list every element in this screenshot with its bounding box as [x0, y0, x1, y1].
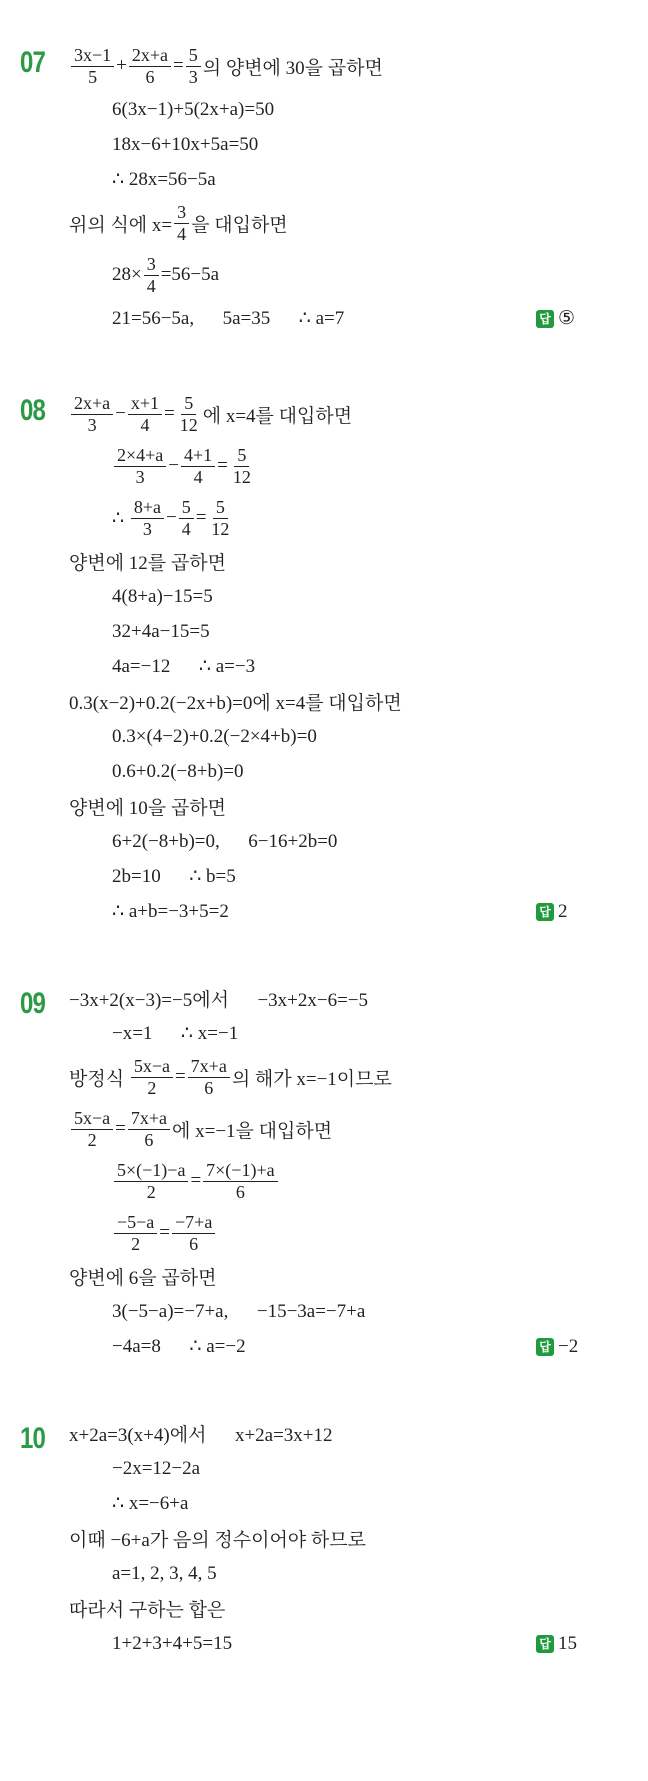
- answer-badge-icon: 답: [536, 1338, 554, 1356]
- fraction-denominator: 2: [87, 1129, 97, 1150]
- fraction-numerator: 2x+a: [129, 45, 171, 67]
- problem-number: 09: [20, 987, 46, 1020]
- math-text: 6(3x−1)+5(2x+a)=50: [112, 98, 275, 120]
- solution-line: [0, 1556, 648, 1591]
- math-text: x+2a=3(x+4)에서 x+2a=3x+12: [69, 1425, 333, 1446]
- math-text: 1+2+3+4+5=15: [112, 1632, 233, 1654]
- answer-mark: [536, 1633, 577, 1655]
- fraction-denominator: 4: [181, 518, 191, 539]
- math-text: 18x−6+10x+5a=50: [112, 133, 259, 155]
- solution-line: [0, 127, 648, 162]
- fraction: [172, 1212, 215, 1255]
- fraction-numerator: 3: [174, 202, 189, 224]
- solution-line: [0, 754, 648, 789]
- math-text: −: [165, 507, 177, 528]
- fraction: [114, 1160, 188, 1203]
- math-text: =: [159, 1222, 171, 1243]
- problem-number: 07: [20, 46, 46, 79]
- math-text: −x=1 ∴ x=−1: [112, 1023, 239, 1044]
- fraction-numerator: 7×(−1)+a: [203, 1160, 277, 1182]
- fraction-denominator: 6: [145, 66, 155, 87]
- fraction-numerator: 5: [234, 445, 249, 467]
- fraction-numerator: 3x−1: [71, 45, 114, 67]
- math-text: 0.3×(4−2)+0.2(−2×4+b)=0: [112, 725, 317, 747]
- math-text: ∴ 28x=56−5a: [112, 169, 216, 190]
- solution-line: [0, 249, 648, 301]
- solution-line: [0, 894, 648, 929]
- math-text: 28×: [112, 264, 142, 285]
- solution-line: [0, 859, 648, 894]
- fraction-numerator: 2×4+a: [114, 445, 166, 467]
- problem-08: [0, 388, 648, 929]
- solution-line: [0, 1294, 648, 1329]
- solution-line: [0, 40, 648, 92]
- solution-line: [0, 1051, 648, 1103]
- fraction-denominator: 4: [140, 414, 150, 435]
- fraction-denominator: 3: [135, 466, 145, 487]
- math-text: 2b=10 ∴ b=5: [112, 866, 236, 887]
- solution-line: [0, 1486, 648, 1521]
- math-text: 이때 −6+a가 음의 정수이어야 하므로: [69, 1530, 366, 1551]
- math-text: 32+4a−15=5: [112, 620, 210, 642]
- solution-line: [0, 1329, 648, 1364]
- fraction-numerator: 5x−a: [71, 1108, 113, 1130]
- fraction: [174, 202, 189, 245]
- solution-line: [0, 649, 648, 684]
- answer-badge-icon: 답: [536, 310, 554, 328]
- math-text: =: [190, 1170, 202, 1191]
- math-text: 양변에 6을 곱하면: [69, 1268, 217, 1289]
- fraction: [114, 1212, 157, 1255]
- solution-line: [0, 789, 648, 824]
- solution-line: [0, 719, 648, 754]
- fraction: [181, 445, 215, 488]
- fraction-numerator: −7+a: [172, 1212, 215, 1234]
- fraction-denominator: 6: [144, 1129, 154, 1150]
- fraction-numerator: x+1: [128, 393, 162, 415]
- answer-value: ⑤: [558, 308, 576, 329]
- math-text: =56−5a: [160, 264, 220, 285]
- math-text: a=1, 2, 3, 4, 5: [112, 1562, 217, 1584]
- math-text: 을 대입하면: [191, 214, 288, 236]
- math-text: −3x+2(x−3)=−5에서 −3x+2x−6=−5: [69, 990, 369, 1011]
- math-text: −: [115, 403, 126, 424]
- solution-line: [0, 388, 648, 440]
- math-text: 6+2(−8+b)=0, 6−16+2b=0: [112, 830, 338, 852]
- math-text: 의 해가 x=−1이므로: [231, 1068, 392, 1090]
- answer-mark: [536, 1336, 578, 1358]
- math-text: −4a=8 ∴ a=−2: [112, 1336, 246, 1357]
- fraction-denominator: 5: [88, 66, 98, 87]
- math-text: 에 x=−1을 대입하면: [172, 1120, 333, 1142]
- fraction-numerator: −5−a: [114, 1212, 157, 1234]
- math-text: 3(−5−a)=−7+a, −15−3a=−7+a: [112, 1300, 366, 1322]
- fraction-denominator: 3: [142, 518, 152, 539]
- fraction-denominator: 2: [146, 1181, 156, 1202]
- problem-number: 08: [20, 394, 46, 427]
- math-text: 양변에 12를 곱하면: [69, 553, 226, 574]
- fraction: [177, 393, 201, 436]
- fraction-denominator: 6: [235, 1181, 245, 1202]
- fraction-numerator: 7x+a: [188, 1056, 230, 1078]
- math-text: 0.6+0.2(−8+b)=0: [112, 760, 244, 782]
- solution-line: [0, 684, 648, 719]
- fraction: [128, 1108, 170, 1151]
- fraction-numerator: 5: [181, 393, 196, 415]
- problem-09: [0, 981, 648, 1364]
- fraction: [129, 45, 171, 88]
- solution-line: [0, 1626, 648, 1661]
- math-text: 양변에 10을 곱하면: [69, 798, 226, 819]
- solution-line: [0, 981, 648, 1016]
- solution-line: [0, 162, 648, 197]
- answer-badge-icon: 답: [536, 903, 554, 921]
- fraction-denominator: 6: [204, 1077, 214, 1098]
- solution-line: [0, 440, 648, 492]
- fraction-numerator: 8+a: [131, 497, 164, 519]
- fraction: [144, 254, 159, 297]
- answer-value: 15: [558, 1632, 577, 1654]
- math-text: =: [217, 455, 228, 476]
- problem-10: [0, 1416, 648, 1661]
- fraction: [131, 1056, 173, 1099]
- fraction: [128, 393, 162, 436]
- fraction: [186, 45, 201, 88]
- fraction-denominator: 12: [211, 518, 230, 539]
- problem-07: [0, 40, 648, 336]
- math-text: 따라서 구하는 합은: [69, 1600, 226, 1621]
- math-text: =: [115, 1118, 126, 1139]
- solution-line: [0, 1103, 648, 1155]
- fraction: [71, 45, 114, 88]
- fraction-denominator: 12: [232, 466, 251, 487]
- solution-line: [0, 301, 648, 336]
- math-text: 방정식: [69, 1068, 129, 1090]
- fraction-numerator: 2x+a: [71, 393, 113, 415]
- fraction-numerator: 4+1: [181, 445, 215, 467]
- math-text: 4a=−12 ∴ a=−3: [112, 656, 256, 677]
- fraction-denominator: 4: [177, 223, 187, 244]
- math-text: ∴ a+b=−3+5=2: [112, 901, 229, 922]
- fraction: [114, 445, 166, 488]
- math-text: =: [164, 403, 175, 424]
- solution-line: [0, 824, 648, 859]
- math-text: +: [116, 55, 127, 76]
- solution-line: [0, 614, 648, 649]
- fraction: [230, 445, 254, 488]
- fraction-denominator: 2: [131, 1233, 141, 1254]
- fraction: [179, 497, 194, 540]
- fraction: [203, 1160, 277, 1203]
- fraction-denominator: 3: [87, 414, 97, 435]
- solution-line: [0, 544, 648, 579]
- solution-line: [0, 579, 648, 614]
- solution-line: [0, 1016, 648, 1051]
- math-text: =: [195, 507, 207, 528]
- solution-line: [0, 1259, 648, 1294]
- math-text: −2x=12−2a: [112, 1457, 201, 1479]
- solution-line: [0, 1155, 648, 1207]
- fraction-denominator: 2: [147, 1077, 157, 1098]
- math-text: 의 양변에 30을 곱하면: [202, 57, 383, 79]
- fraction: [208, 497, 232, 540]
- solution-line: [0, 1521, 648, 1556]
- fraction-numerator: 5: [186, 45, 201, 67]
- math-text: ∴: [112, 507, 129, 529]
- math-text: =: [173, 55, 184, 76]
- answer-mark: [536, 901, 568, 923]
- fraction-numerator: 5×(−1)−a: [114, 1160, 188, 1182]
- fraction-numerator: 7x+a: [128, 1108, 170, 1130]
- math-text: 21=56−5a, 5a=35 ∴ a=7: [112, 308, 345, 329]
- solution-line: [0, 1207, 648, 1259]
- answer-value: −2: [558, 1335, 579, 1357]
- fraction-denominator: 12: [179, 414, 198, 435]
- math-text: 위의 식에 x=: [69, 214, 173, 236]
- math-text: =: [174, 1066, 186, 1087]
- fraction: [71, 393, 113, 436]
- fraction-denominator: 6: [189, 1233, 199, 1254]
- solution-line: [0, 1416, 648, 1451]
- fraction: [71, 1108, 113, 1151]
- solution-line: [0, 492, 648, 544]
- answer-badge-icon: 답: [536, 1635, 554, 1653]
- solution-line: [0, 197, 648, 249]
- fraction-numerator: 3: [144, 254, 159, 276]
- math-text: −: [168, 455, 180, 476]
- fraction-denominator: 3: [188, 66, 198, 87]
- fraction: [131, 497, 164, 540]
- fraction-denominator: 4: [146, 275, 156, 296]
- problem-number: 10: [20, 1422, 46, 1455]
- answer-mark: [536, 307, 575, 330]
- math-text: 에 x=4를 대입하면: [202, 405, 353, 427]
- fraction-numerator: 5x−a: [131, 1056, 173, 1078]
- fraction: [188, 1056, 230, 1099]
- solution-line: [0, 92, 648, 127]
- solution-line: [0, 1591, 648, 1626]
- math-text: 0.3(x−2)+0.2(−2x+b)=0에 x=4를 대입하면: [69, 693, 402, 714]
- answer-value: 2: [558, 900, 568, 922]
- fraction-numerator: 5: [179, 497, 194, 519]
- solution-line: [0, 1451, 648, 1486]
- math-text: 4(8+a)−15=5: [112, 585, 213, 607]
- fraction-numerator: 5: [213, 497, 228, 519]
- fraction-denominator: 4: [193, 466, 203, 487]
- math-text: ∴ x=−6+a: [112, 1493, 189, 1514]
